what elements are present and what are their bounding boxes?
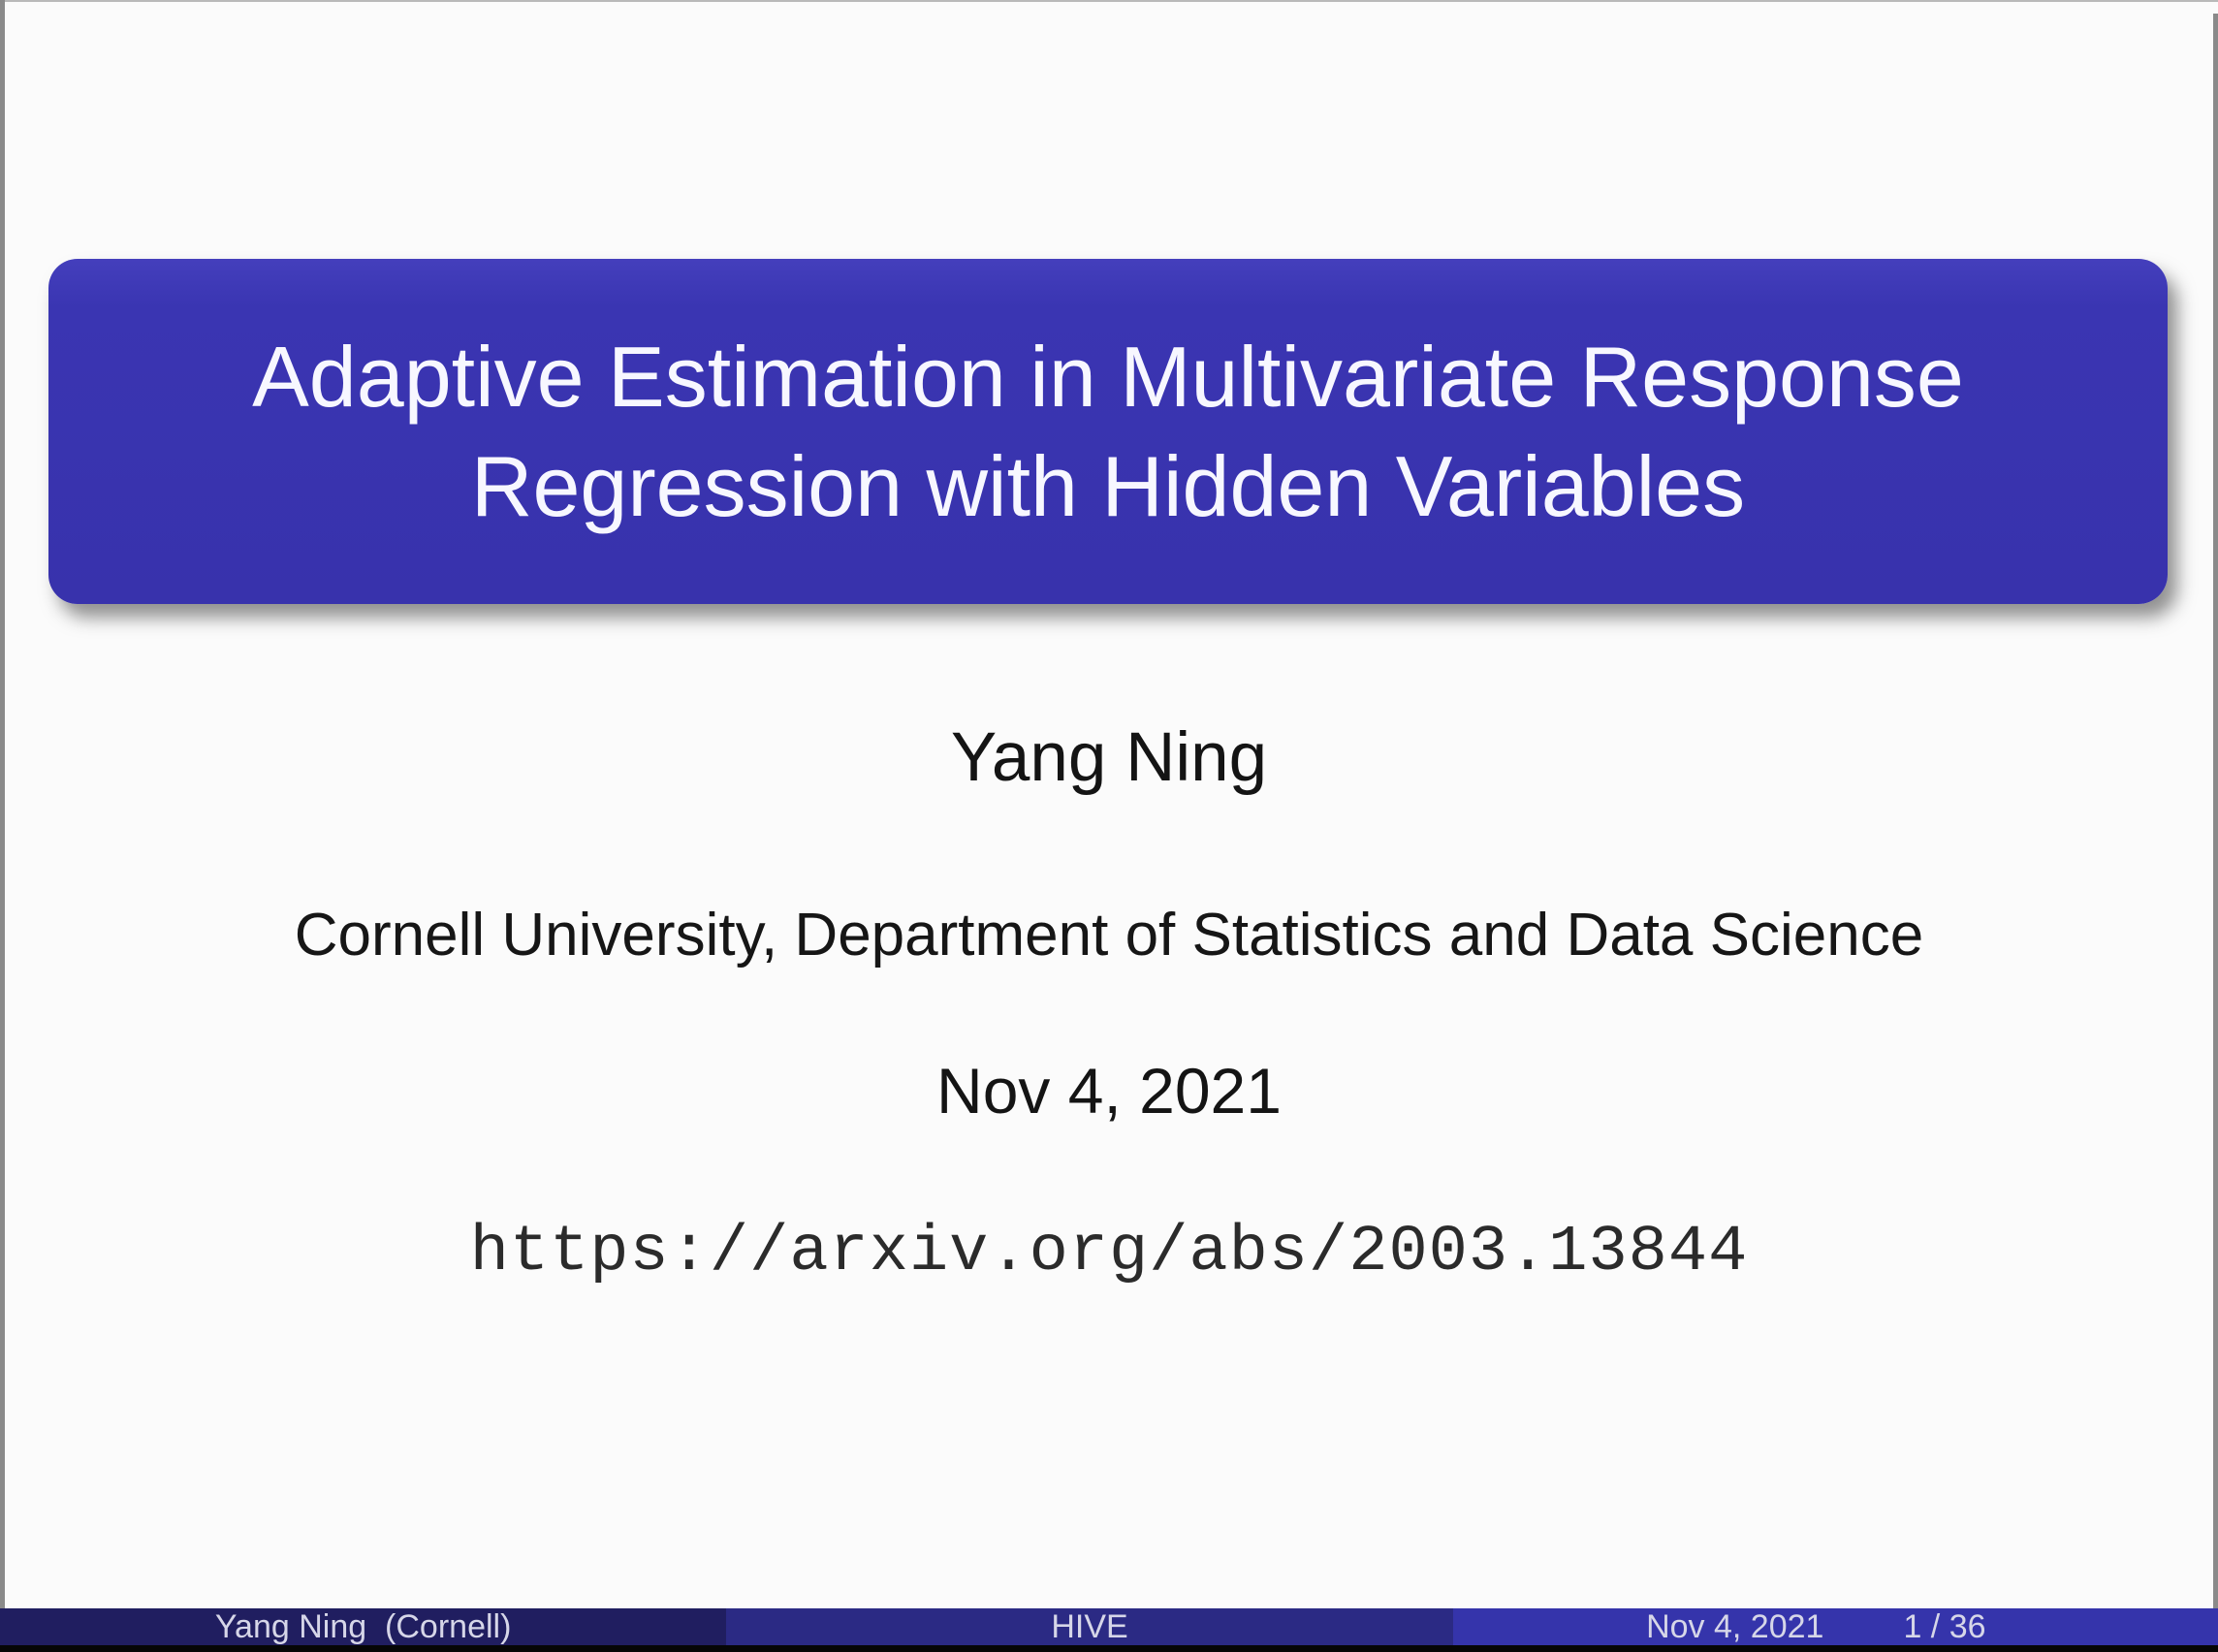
author-affiliation: Cornell University, Department of Statistics and Data Science [294,902,1924,969]
footline-date-label: Nov 4, 2021 [1646,1608,1824,1645]
slide-title-line-2: Regression with Hidden Variables [470,438,1746,534]
author-name: Yang Ning [950,719,1268,796]
footline-shorttitle-box [726,1608,1452,1645]
footline-author-label: Yang Ning (Cornell) [214,1608,512,1645]
title-banner [48,259,2168,604]
footline-page-number: 1 / 36 [1903,1608,1986,1645]
footline-date-box [1453,1608,2218,1645]
footline-shorttitle-label: HIVE [1051,1608,1128,1645]
arxiv-link[interactable]: https://arxiv.org/abs/2003.13844 [469,1216,1749,1289]
slide-left-edge [0,0,5,1652]
slide-top-edge [0,0,2218,2]
presentation-date: Nov 4, 2021 [936,1055,1282,1127]
bottom-black-strip [0,1645,2218,1652]
footline [0,1608,2218,1645]
footline-author-box [0,1608,726,1645]
slide-title-line-1: Adaptive Estimation in Multivariate Response [252,329,1964,425]
slide-right-edge [2213,14,2218,1608]
